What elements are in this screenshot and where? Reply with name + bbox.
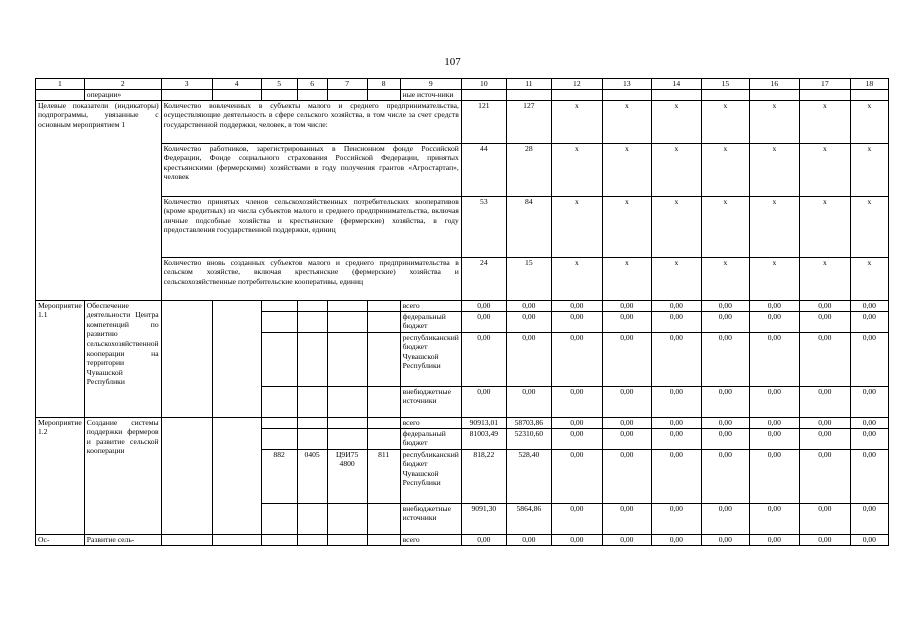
measure-name: Создание системы поддержки фермеров и развитие сельской кооперации (84, 417, 161, 534)
col-number: 17 (799, 79, 850, 90)
value-cell: 0,00 (506, 386, 551, 417)
value-cell: 0,00 (551, 503, 602, 534)
value-cell: 0,00 (749, 311, 799, 332)
value-cell: 81003,49 (461, 428, 506, 449)
col-number: 3 (161, 79, 212, 90)
value-cell: x (651, 100, 701, 143)
value-cell: 24 (461, 257, 506, 300)
col-number: 4 (212, 79, 261, 90)
value-cell: x (551, 100, 602, 143)
value-cell: 528,40 (506, 449, 551, 503)
indicator-row (36, 257, 889, 300)
source-cell: внебюджетные источники (400, 386, 461, 417)
value-cell: 0,00 (602, 417, 651, 428)
value-cell: 0,00 (701, 332, 749, 386)
value-cell: 0,00 (749, 503, 799, 534)
value-cell: x (799, 100, 850, 143)
value-cell: 5864,86 (506, 503, 551, 534)
value-cell: 0,00 (602, 428, 651, 449)
value-cell: x (701, 100, 749, 143)
value-cell: 0,00 (850, 534, 888, 545)
source-cell: всего (400, 534, 461, 545)
col-number: 11 (506, 79, 551, 90)
value-cell: 0,00 (701, 386, 749, 417)
value-cell: 0,00 (749, 417, 799, 428)
value-cell: x (651, 257, 701, 300)
value-cell: x (850, 143, 888, 196)
value-cell: 0,00 (506, 311, 551, 332)
col-number: 1 (36, 79, 85, 90)
value-cell: 0,00 (749, 300, 799, 311)
value-cell: 0,00 (602, 449, 651, 503)
value-cell: x (551, 143, 602, 196)
value-cell: 0,00 (651, 386, 701, 417)
value-cell: 15 (506, 257, 551, 300)
value-cell: 0,00 (850, 417, 888, 428)
measure-label: Мероприятие 1.2 (36, 417, 85, 534)
value-cell: 52310,60 (506, 428, 551, 449)
value-cell: 0,00 (701, 449, 749, 503)
value-cell: 0,00 (602, 311, 651, 332)
page-number: 107 (444, 56, 461, 68)
source-cell: республиканский бюджет Чувашской Республики (400, 332, 461, 386)
value-cell: 0,00 (551, 417, 602, 428)
value-cell: 0,00 (799, 311, 850, 332)
value-cell: x (701, 196, 749, 257)
value-cell: 0,00 (651, 449, 701, 503)
value-cell: 0,00 (701, 503, 749, 534)
value-cell: 0,00 (461, 386, 506, 417)
indicator-label: Количество вновь созданных субъектов малого и среднего предпринимательства в сельском хозяйстве, включая крестьянские (фермерские) хозяйства и сельскохозяйственные потребительские кооперативы, единиц (161, 257, 461, 300)
value-cell: 0,00 (799, 332, 850, 386)
value-cell: x (551, 196, 602, 257)
value-cell: 0,00 (602, 503, 651, 534)
col-number: 14 (651, 79, 701, 90)
carry-over-row (36, 90, 889, 101)
value-cell: 0,00 (651, 332, 701, 386)
value-cell: x (651, 143, 701, 196)
source-cell: внебюджетные источники (400, 503, 461, 534)
last-row (36, 534, 889, 545)
value-cell: x (602, 196, 651, 257)
value-cell: 127 (506, 100, 551, 143)
value-cell: 0,00 (850, 428, 888, 449)
value-cell: 0,00 (551, 428, 602, 449)
value-cell: 53 (461, 196, 506, 257)
measure-name: Обеспечение деятельности Центра компетенций по развитию сельскохозяйственной кооперации на территории Чувашской Республики (84, 300, 161, 417)
value-cell: 0,00 (461, 534, 506, 545)
value-cell: 0,00 (506, 300, 551, 311)
value-cell: 0,00 (461, 311, 506, 332)
measure-label: Мероприятие 1.1 (36, 300, 85, 417)
value-cell: x (850, 257, 888, 300)
value-cell: 0,00 (461, 300, 506, 311)
value-cell: 0,00 (551, 386, 602, 417)
source-cell: ные источ-ники (400, 90, 461, 101)
value-cell: 28 (506, 143, 551, 196)
indicator-row (36, 143, 889, 196)
value-cell: x (602, 257, 651, 300)
indicator-row (36, 196, 889, 257)
value-cell: 0,00 (799, 386, 850, 417)
value-cell: 0,00 (701, 311, 749, 332)
carry-text: операции» (84, 90, 161, 101)
value-cell: 0,00 (651, 417, 701, 428)
value-cell: 0,00 (651, 534, 701, 545)
value-cell: 0,00 (461, 332, 506, 386)
value-cell: x (701, 143, 749, 196)
value-cell: 0,00 (602, 386, 651, 417)
value-cell: 0,00 (506, 534, 551, 545)
value-cell: 818,22 (461, 449, 506, 503)
budget-code: 811 (367, 449, 400, 503)
col-number: 7 (327, 79, 367, 90)
col-number: 9 (400, 79, 461, 90)
value-cell: 0,00 (602, 300, 651, 311)
column-number-row (36, 79, 889, 90)
value-cell: x (749, 257, 799, 300)
value-cell: 0,00 (799, 503, 850, 534)
value-cell: 0,00 (551, 311, 602, 332)
col-number: 13 (602, 79, 651, 90)
value-cell: x (749, 143, 799, 196)
col-number: 18 (850, 79, 888, 90)
value-cell: 0,00 (651, 428, 701, 449)
source-cell: всего (400, 300, 461, 311)
col-number: 2 (84, 79, 161, 90)
measure-1-2-row (36, 417, 889, 428)
budget-code: 882 (261, 449, 297, 503)
value-cell: x (651, 196, 701, 257)
value-cell: 0,00 (701, 300, 749, 311)
value-cell: 0,00 (749, 386, 799, 417)
program-table (35, 78, 889, 546)
value-cell: 0,00 (749, 534, 799, 545)
value-cell: 0,00 (551, 332, 602, 386)
value-cell: 9091,30 (461, 503, 506, 534)
value-cell: 58703,86 (506, 417, 551, 428)
value-cell: 0,00 (850, 300, 888, 311)
value-cell: x (551, 257, 602, 300)
measure-name: Развитие сель- (84, 534, 161, 545)
value-cell: 0,00 (551, 300, 602, 311)
value-cell: x (850, 100, 888, 143)
value-cell: 0,00 (506, 332, 551, 386)
value-cell: x (749, 100, 799, 143)
value-cell: 0,00 (799, 300, 850, 311)
value-cell: 0,00 (799, 428, 850, 449)
source-cell: республиканский бюджет Чувашской Республики (400, 449, 461, 503)
value-cell: 0,00 (799, 449, 850, 503)
budget-code: Ц9И75 4800 (327, 449, 367, 503)
value-cell: 90913,01 (461, 417, 506, 428)
col-number: 8 (367, 79, 400, 90)
value-cell: 0,00 (551, 534, 602, 545)
value-cell: x (799, 196, 850, 257)
value-cell: 0,00 (651, 300, 701, 311)
value-cell: 0,00 (701, 428, 749, 449)
source-cell: федеральный бюджет (400, 311, 461, 332)
value-cell: x (799, 143, 850, 196)
indicator-label: Количество работников, зарегистрированных в Пенсионном фонде Российской Федерации, Фонде социального страхования Российской Федерации, принятых крестьянскими (фермерскими) хозяйствами в году получения грантов «Агростартап», человек (161, 143, 461, 196)
col-number: 6 (297, 79, 327, 90)
value-cell: 0,00 (799, 534, 850, 545)
value-cell: x (850, 196, 888, 257)
source-cell: федеральный бюджет (400, 428, 461, 449)
value-cell: 0,00 (799, 417, 850, 428)
value-cell: 0,00 (850, 449, 888, 503)
value-cell: 0,00 (850, 332, 888, 386)
value-cell: x (602, 143, 651, 196)
value-cell: 44 (461, 143, 506, 196)
measure-label: Ос- (36, 534, 85, 545)
col-number: 12 (551, 79, 602, 90)
value-cell: 0,00 (651, 503, 701, 534)
col-number: 16 (749, 79, 799, 90)
value-cell: 0,00 (651, 311, 701, 332)
value-cell: 0,00 (850, 503, 888, 534)
value-cell: 0,00 (749, 332, 799, 386)
value-cell: x (701, 257, 749, 300)
col-number: 5 (261, 79, 297, 90)
col-number: 10 (461, 79, 506, 90)
value-cell: 0,00 (602, 534, 651, 545)
source-cell: всего (400, 417, 461, 428)
value-cell: 0,00 (749, 449, 799, 503)
indicator-label: Количество принятых членов сельскохозяйственных потребительских кооперативов (кроме кредитных) из числа субъектов малого и среднего предпринимательства, включая личные подсобные хозяйства и крестьянские (фермерские) хозяйства, в году предоставления государственной поддержки, единиц (161, 196, 461, 257)
value-cell: x (602, 100, 651, 143)
budget-code: 0405 (297, 449, 327, 503)
value-cell: 0,00 (850, 311, 888, 332)
value-cell: 121 (461, 100, 506, 143)
value-cell: 0,00 (701, 534, 749, 545)
value-cell: x (799, 257, 850, 300)
measure-1-1-row (36, 300, 889, 311)
value-cell: 0,00 (551, 449, 602, 503)
value-cell: 0,00 (701, 417, 749, 428)
value-cell: x (749, 196, 799, 257)
col-number: 15 (701, 79, 749, 90)
indicator-row (36, 100, 889, 143)
value-cell: 0,00 (749, 428, 799, 449)
indicators-title: Целевые показатели (индикаторы) подпрограммы, увязанные с основным мероприятием 1 (36, 100, 162, 300)
value-cell: 84 (506, 196, 551, 257)
indicator-label: Количество вовлеченных в субъекты малого и среднего предпринимательства, осуществляющие деятельность в сфере сельского хозяйства, в том числе за счет средств государственной поддержки, человек, в том числе: (161, 100, 461, 143)
value-cell: 0,00 (850, 386, 888, 417)
value-cell: 0,00 (602, 332, 651, 386)
